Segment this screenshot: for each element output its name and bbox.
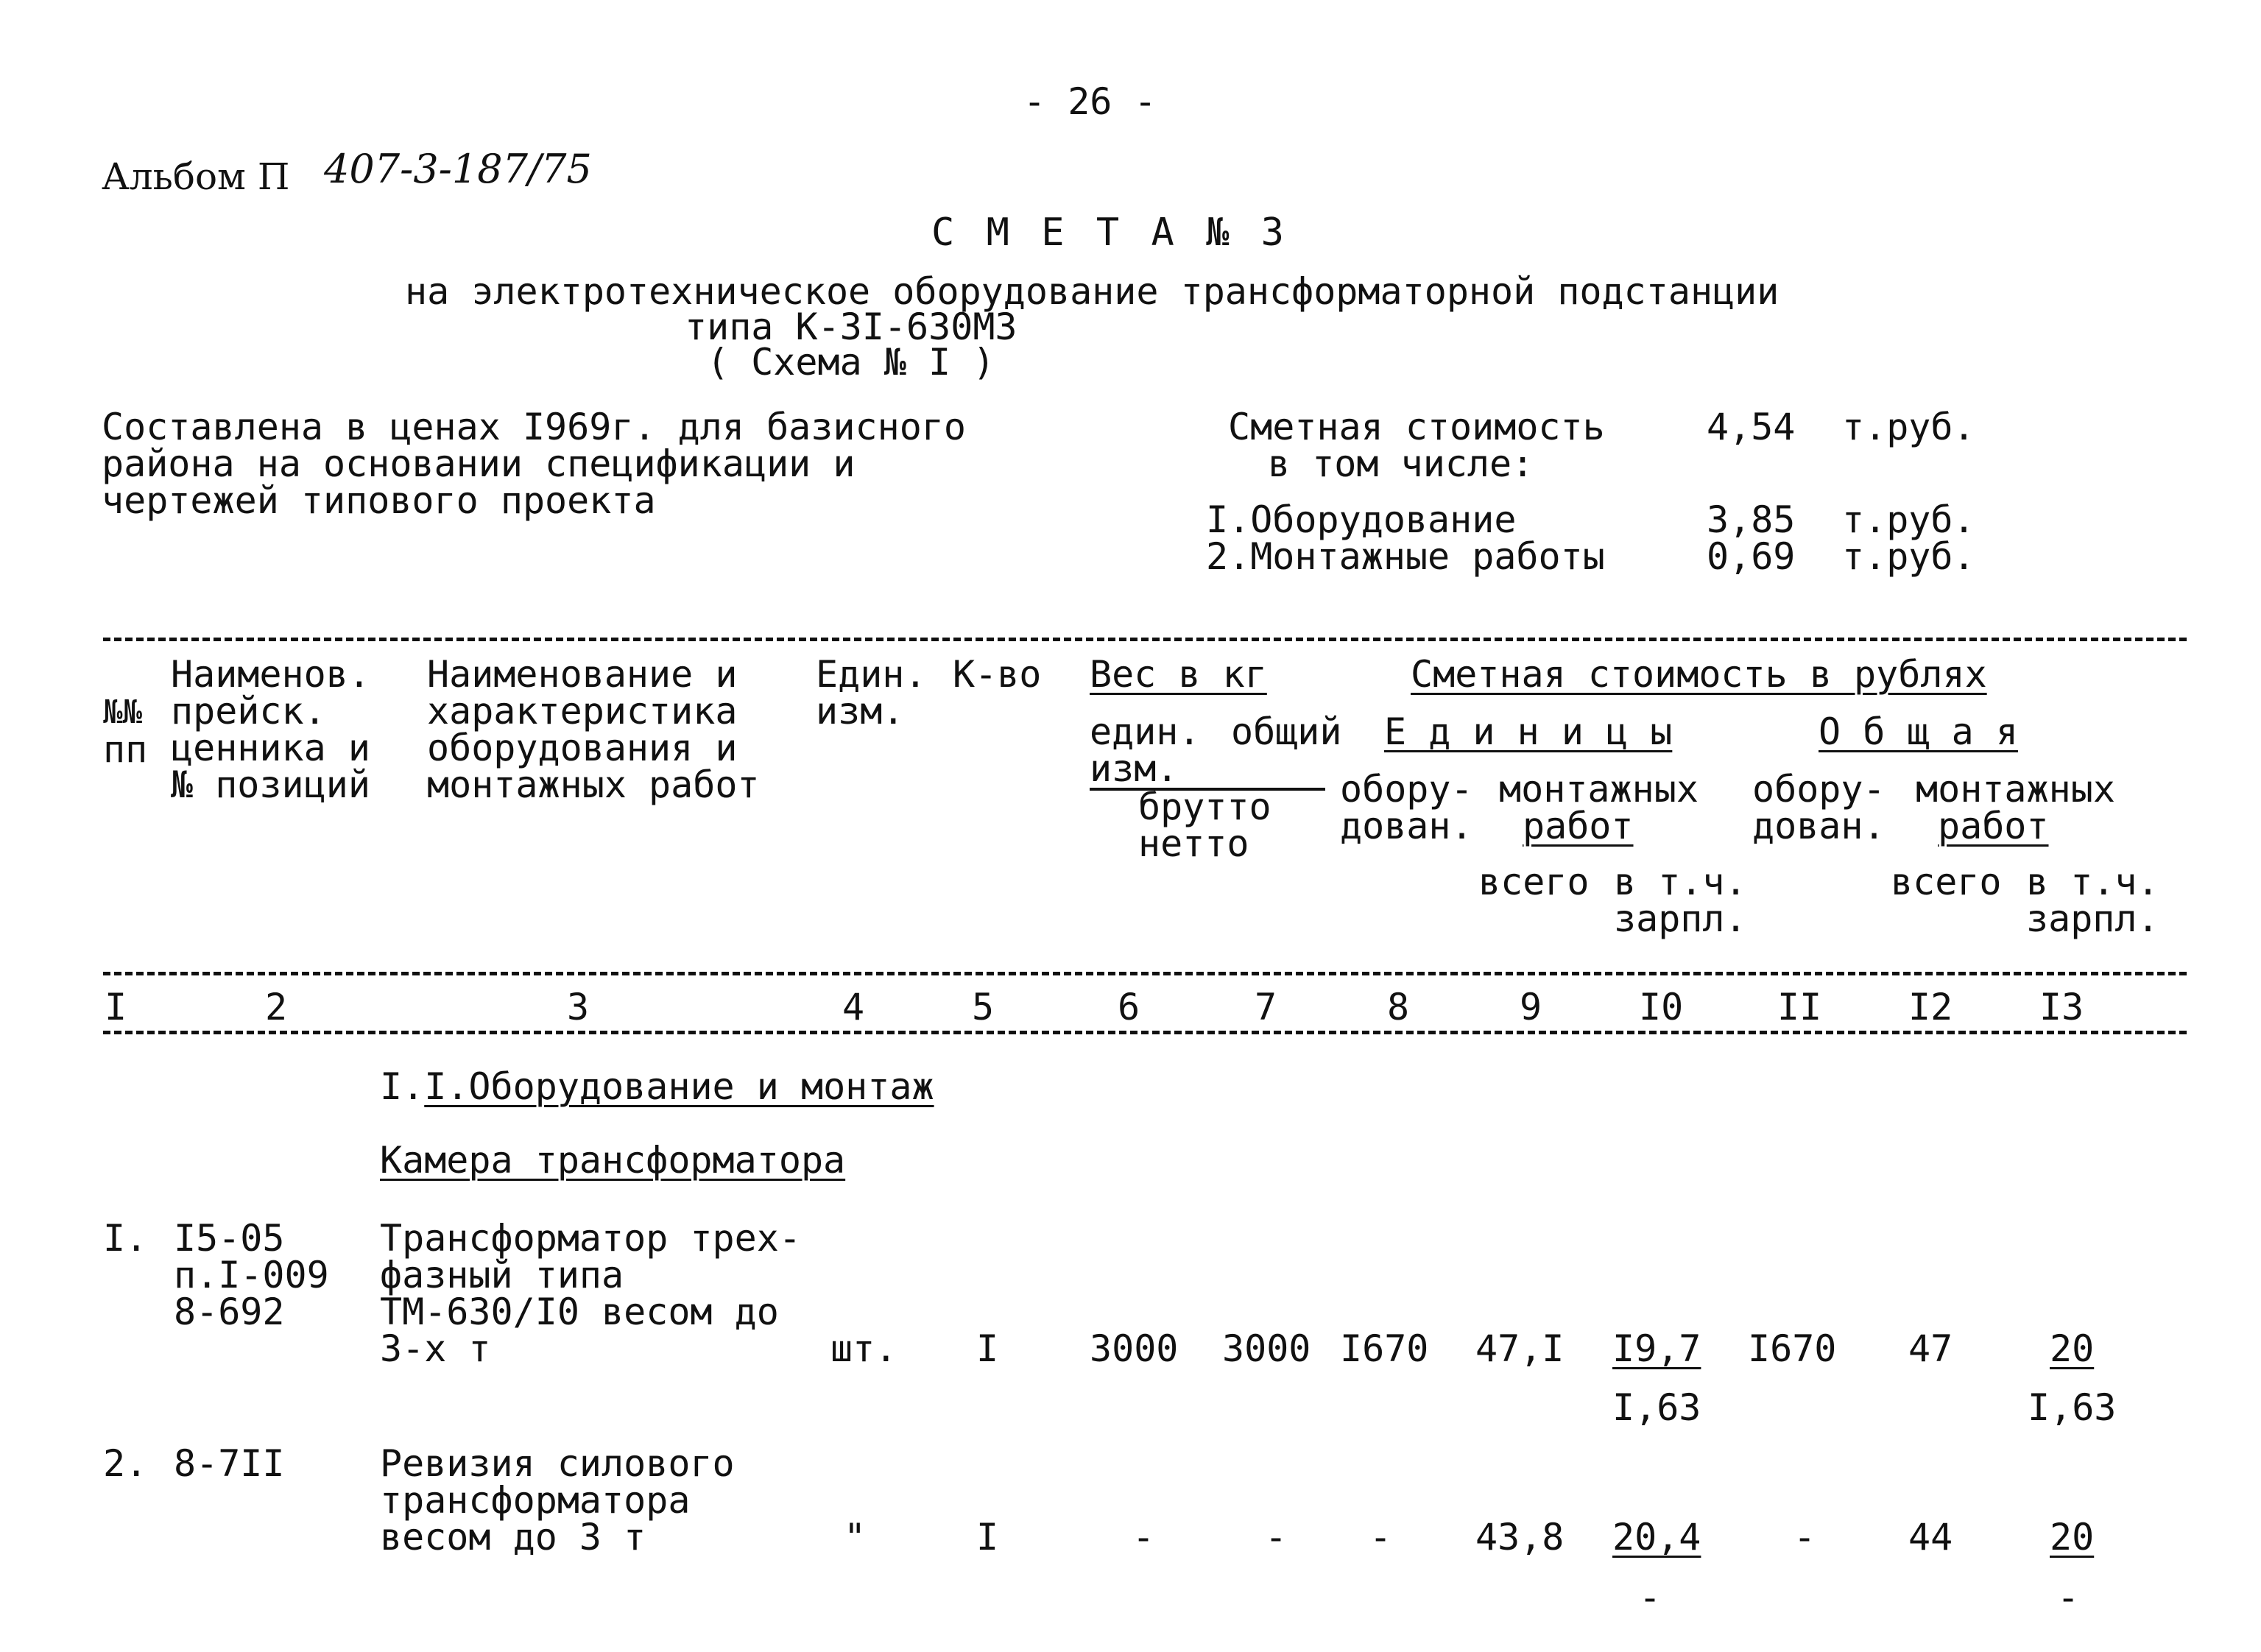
header-incl-unit-line2: зарпл. xyxy=(1614,897,1747,940)
row2-salary-unit: 20,4 xyxy=(1612,1516,1701,1559)
row2-unit: " xyxy=(844,1516,867,1559)
row1-salary-unit-alt: I,63 xyxy=(1612,1386,1701,1429)
section-heading xyxy=(380,1067,934,1106)
colnum-1: I xyxy=(105,986,127,1028)
header-incl-unit-line1: в т.ч. xyxy=(1614,861,1747,903)
row1-unit: шт. xyxy=(830,1327,897,1370)
section-title: I.Оборудование и монтаж xyxy=(424,1065,934,1108)
section-number: I. xyxy=(380,1065,425,1108)
row2-weight-total: - xyxy=(1265,1516,1288,1559)
row2-qty: I xyxy=(976,1516,999,1559)
header-c2-line3: ценника и xyxy=(171,727,370,769)
summary-item1-unit: т.руб. xyxy=(1842,498,1975,541)
row1-salary-total-alt: I,63 xyxy=(2028,1386,2117,1429)
header-mount-unit-line1: монтажных xyxy=(1499,768,1699,811)
row1-name-line3: ТМ-630/I0 весом до xyxy=(380,1291,779,1333)
header-incl-total-line2: зарпл. xyxy=(2026,897,2159,940)
header-netto: нетто xyxy=(1138,822,1249,865)
summary-item1-value: 3,85 xyxy=(1707,498,1796,541)
colnum-10: I0 xyxy=(1639,986,1684,1028)
header-mount-total-line1: монтажных xyxy=(1916,768,2115,811)
subsection-heading: Камера трансформатора xyxy=(380,1139,846,1182)
row2-name-line2: трансформатора xyxy=(380,1479,691,1522)
header-cost: Сметная стоимость в рублях xyxy=(1411,653,1987,696)
colnum-3: 3 xyxy=(567,986,590,1028)
row1-code-line3: 8-692 xyxy=(174,1291,285,1333)
album-code: 407-3-187/75 xyxy=(324,146,592,192)
header-incl-total-line1: в т.ч. xyxy=(2026,861,2159,903)
header-total-group: О б щ а я xyxy=(1819,710,2018,753)
colnum-top-rule xyxy=(103,972,2187,975)
colnum-8: 8 xyxy=(1387,986,1410,1028)
header-c2-line1: Наименов. xyxy=(171,653,370,696)
header-c3-line3: оборудования и xyxy=(427,727,738,769)
title-line2: типа К-3I-630М3 xyxy=(685,306,1017,348)
colnum-13: I3 xyxy=(2039,986,2084,1028)
row1-code-line1: I5-05 xyxy=(174,1217,285,1260)
header-weight-unit-line1: един. xyxy=(1090,710,1201,753)
row1-name-line1: Трансформатор трех- xyxy=(380,1217,801,1260)
summary-item2-unit: т.руб. xyxy=(1842,535,1975,578)
row2-equip-total: - xyxy=(1793,1516,1816,1559)
colnum-7: 7 xyxy=(1255,986,1277,1028)
colnum-bottom-rule xyxy=(103,1031,2187,1034)
document-title: С М Е Т А № 3 xyxy=(931,211,1288,255)
header-weight-unit-line2: изм. xyxy=(1090,747,1179,790)
basis-line2: района на основании спецификации и xyxy=(102,442,856,485)
row2-code-line1: 8-7II xyxy=(174,1442,285,1485)
colnum-4: 4 xyxy=(842,986,865,1028)
header-equip-unit-line2: дован. xyxy=(1340,805,1473,847)
page-number: - 26 - xyxy=(1023,80,1157,123)
colnum-11: II xyxy=(1777,986,1822,1028)
row1-mount-unit: 47,I xyxy=(1475,1327,1565,1370)
colnum-6: 6 xyxy=(1118,986,1140,1028)
row1-name-line4: 3-х т xyxy=(380,1327,491,1370)
header-c3-line4: монтажных работ xyxy=(427,763,760,806)
row2-weight-unit: - xyxy=(1132,1516,1155,1559)
header-weight-total: общий xyxy=(1231,710,1342,753)
summary-total-unit: т.руб. xyxy=(1842,406,1975,448)
row1-salary-unit: I9,7 xyxy=(1612,1327,1701,1370)
summary-total-value: 4,54 xyxy=(1707,406,1796,448)
summary-incl-label: в том числе: xyxy=(1268,442,1534,485)
row2-salary-unit-alt: - xyxy=(1639,1576,1662,1619)
header-c5: К-во xyxy=(953,653,1042,696)
album-label: Альбом П xyxy=(102,155,290,198)
header-c3-line2: характеристика xyxy=(427,690,738,733)
row1-weight-total: 3000 xyxy=(1222,1327,1311,1370)
colnum-9: 9 xyxy=(1520,986,1542,1028)
colnum-12: I2 xyxy=(1908,986,1953,1028)
header-mount-total-line2: работ xyxy=(1938,805,2049,847)
summary-total-label: Сметная стоимость xyxy=(1228,406,1605,448)
row2-name-line3: весом до 3 т xyxy=(380,1516,646,1559)
row1-weight-unit: 3000 xyxy=(1090,1327,1179,1370)
header-c4-line1: Един. xyxy=(816,653,927,696)
header-c2-line4: № позиций xyxy=(171,763,370,806)
row2-salary-total-alt: - xyxy=(2057,1576,2080,1619)
row2-equip-unit: - xyxy=(1369,1516,1392,1559)
row2-mount-total: 44 xyxy=(1908,1516,1953,1559)
row1-salary-total: 20 xyxy=(2050,1327,2095,1370)
title-line3: ( Схема № I ) xyxy=(707,341,995,384)
header-c2-line2: прейск. xyxy=(171,690,326,733)
header-c3-line1: Наименование и xyxy=(427,653,738,696)
header-equip-unit-line1: обору- xyxy=(1340,768,1473,811)
colnum-5: 5 xyxy=(972,986,995,1028)
header-c1-line2: пп xyxy=(103,728,148,771)
basis-line1: Составлена в ценах I969г. для базисного xyxy=(102,406,966,448)
row1-mount-total: 47 xyxy=(1908,1327,1953,1370)
summary-item2-label: 2.Монтажные работы xyxy=(1206,535,1605,578)
header-equip-total-line2: дован. xyxy=(1752,805,1886,847)
header-vsego-unit: всего xyxy=(1478,861,1590,903)
basis-line3: чертежей типового проекта xyxy=(102,479,656,522)
summary-item2-value: 0,69 xyxy=(1707,535,1796,578)
row2-num: 2. xyxy=(103,1442,148,1485)
header-mount-unit-line2: работ xyxy=(1523,805,1634,847)
row2-name-line1: Ревизия силового xyxy=(380,1442,735,1485)
row2-salary-total: 20 xyxy=(2050,1516,2095,1559)
header-weight: Вес в кг xyxy=(1090,653,1267,696)
row1-equip-total: I670 xyxy=(1748,1327,1837,1370)
header-vsego-total: всего xyxy=(1891,861,2002,903)
row1-name-line2: фазный типа xyxy=(380,1254,624,1296)
colnum-2: 2 xyxy=(265,986,288,1028)
header-equip-total-line1: обору- xyxy=(1752,768,1886,811)
title-line1: на электротехническое оборудование трансформаторной подстанции xyxy=(405,270,1779,313)
summary-item1-label: I.Оборудование xyxy=(1206,498,1517,541)
row1-qty: I xyxy=(976,1327,999,1370)
header-c4-line2: изм. xyxy=(816,690,905,733)
row1-equip-unit: I670 xyxy=(1340,1327,1429,1370)
row1-code-line2: п.I-009 xyxy=(174,1254,329,1296)
header-top-rule xyxy=(103,638,2187,641)
header-unit-group: Е д и н и ц ы xyxy=(1384,710,1673,753)
row1-num: I. xyxy=(103,1217,148,1260)
header-brutto: брутто xyxy=(1138,786,1271,828)
header-c1-line1: №№ xyxy=(103,693,142,731)
row2-mount-unit: 43,8 xyxy=(1475,1516,1565,1559)
